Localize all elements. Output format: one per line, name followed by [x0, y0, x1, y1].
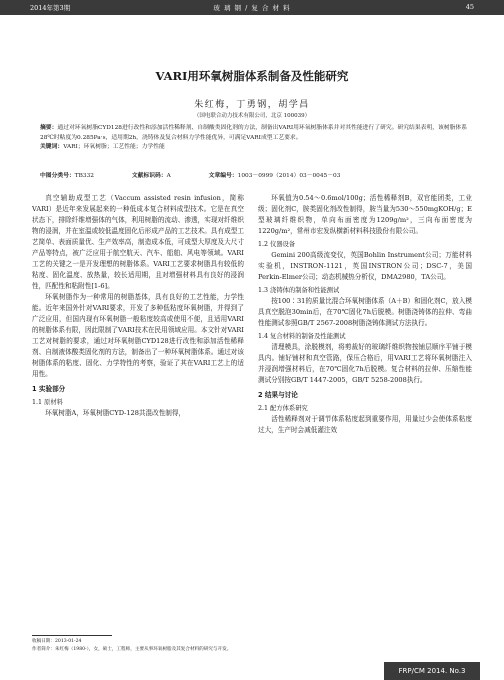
formulation-paragraph: 活性稀释剂对于调节体系粘度起到重要作用，用量过少会使体系粘度过大，生产时会减低灌注效: [258, 415, 472, 434]
intro-paragraph-2: 环氧树脂作为一种常用的树脂基体，具有良好的工艺性能，力学性能。近年来国外针对VARI要求，开发了多种低粘度环氧树脂，并得到了广泛应用，但国内现有环氧树脂一般粘度较高或使用不便，且适用VARI的树脂体系有限，因此限制了VARI技术在民用领域应用。本文针对VARI工艺对树脂的要求，通过对环氧树脂CYD128进行改性和添加活性稀释剂、自制液体酸类固化剂的方法，制备出了一种环氧树脂体系。通过对该树脂体系的粘度、固化、力学特性的考察，验证了其在VARI工艺上的适用性。: [32, 293, 244, 378]
subsection-heading-composite: 1.4 复合材料的制备及性能测试: [258, 333, 346, 340]
abstract-text: 通过对环氧树脂CYD128进行改性和添加活性稀释剂、自制酸类固化剂的方法，制备出VARI用环氧树脂体系并对其性能进行了研究。研究结果表明，该树脂体系28℃时粘度为0.285Pa·s，适用期2h，浇铸体及复合材料力学性能优异，可满足VARI成型工艺要求。: [40, 125, 468, 141]
keywords-text: VARI；环氧树脂；工艺性能；力学性能: [63, 144, 165, 150]
right-column: [258, 193, 472, 436]
author-bio: 作者简介：朱红梅（1980-），女，硕士，工程师，主要从事环氧树脂及其复合材料的研究与开发。: [32, 647, 232, 652]
section-heading-results: 2 结果与讨论: [258, 391, 298, 399]
clc-label: 中图分类号：: [40, 173, 75, 179]
running-header: [0, 0, 504, 15]
materials-paragraph: 环氧树脂A，环氧树脂CYD-128共混改性制得，: [45, 409, 186, 417]
section-heading-experimental: 1 实验部分: [32, 385, 66, 393]
keywords-label: 关键词：: [40, 144, 64, 150]
classification-line: [40, 170, 376, 179]
clc-value: TB332: [74, 173, 94, 179]
materials-paragraph-cont: 环氧值为0.54～0.6mol/100g；活性稀释剂B，双官能团类，工业级；固化剂C，胺类固化剂改性制得，胺当量为530～550mgKOH/g；E型玻璃纤维织物，单向布面密度为1209g/m²，三向布面密度为1220g/m²，常州市宏发纵横新材料科技股份有限公司。: [258, 194, 472, 235]
equipment-paragraph: Gemini 200高级流变仪，英国Bohlin Instrument公司；万能材料实验机，INSTRON-1121，英国INSTRON公司；DSC-7，美国Perkin-Elmer公司；动态机械热分析仪，DMA2980，TA公司。: [258, 251, 472, 281]
journal-footer-badge: FRP/CM 2014. No.3: [384, 662, 480, 680]
abstract-block: [40, 124, 472, 153]
article-no-value: 1003－0999（2014）03－0045－03: [237, 173, 341, 179]
subsection-heading-formulation: 2.1 配方体系研究: [258, 405, 308, 412]
subsection-heading-equipment: 1.2 仪器设备: [258, 241, 296, 248]
header-journal: 玻 璃 钢 / 复 合 材 料: [213, 4, 291, 12]
doc-code-value: A: [166, 173, 171, 179]
affiliation: （国电联合动力技术有限公司，北京 100039）: [193, 113, 311, 119]
subsection-heading-materials: 1.1 原材料: [32, 399, 63, 406]
received-date: 收稿日期：2013-01-24: [32, 639, 82, 644]
intro-paragraph-1: 真空辅助成型工艺（Vaccum assisted resin infusion，简称VARI）是近年来发展起来的一种低成本复合材料成型技术。它是在真空状态下，排除纤维增强体的气体，利用树脂的流动、渗透，实现对纤维织物的浸润，并在室温或较低温度固化后形成产品的工艺技术。具有成型工艺简单、表面质量优、生产效率高，制造成本低，可成型大厚度及大尺寸产品等特点，被广泛应用于航空航天、汽车、船舶、风电等领域。VARI工艺的关键之一是开发理想的树脂体系。VARI工艺要求树脂具有较低的粘度、固化温度、放热量，较长适用期，且对增强材料具有良好的浸润性，匹配性和粘附性[1-6]。: [32, 194, 244, 290]
abstract-label: 摘要：: [40, 125, 58, 131]
footnotes: [32, 638, 231, 654]
casting-paragraph: 按100∶31的质量比混合环氧树脂体系（A＋B）和固化剂C，放入模具真空脱泡30min后，在70℃固化7h后脱模。树脂浇铸体的拉伸、弯曲性能测试参照GB/T 2567-2008树脂浇铸体测试方法执行。: [258, 297, 472, 327]
footnote-divider: [32, 635, 112, 636]
authors: 朱红梅，丁勇钢，胡学昌: [194, 100, 310, 110]
header-issue: 2014年第3期: [30, 4, 71, 12]
header-page-number: 45: [465, 3, 474, 11]
article-title: VARI用环氧树脂体系制备及性能研究: [155, 69, 349, 83]
left-column: [32, 193, 244, 419]
subsection-heading-casting: 1.3 浇铸体的制备和性能测试: [258, 287, 340, 294]
article-no-label: 文章编号：: [208, 173, 238, 179]
composite-paragraph: 清理模具，涂脱模剂，将剪裁好的玻璃纤维织物按铺层顺序平铺于模具内。铺好铺材和真空管路，保压合格后，用VARI工艺将环氧树脂注入并浸润增强材料后，在70℃固化7h后脱模。复合材料的拉伸、压缩性能测试分别按GB/T 1447-2005，GB/T 5258-2008执行。: [258, 343, 472, 384]
doc-code-label: 文献标识码：: [131, 173, 167, 179]
